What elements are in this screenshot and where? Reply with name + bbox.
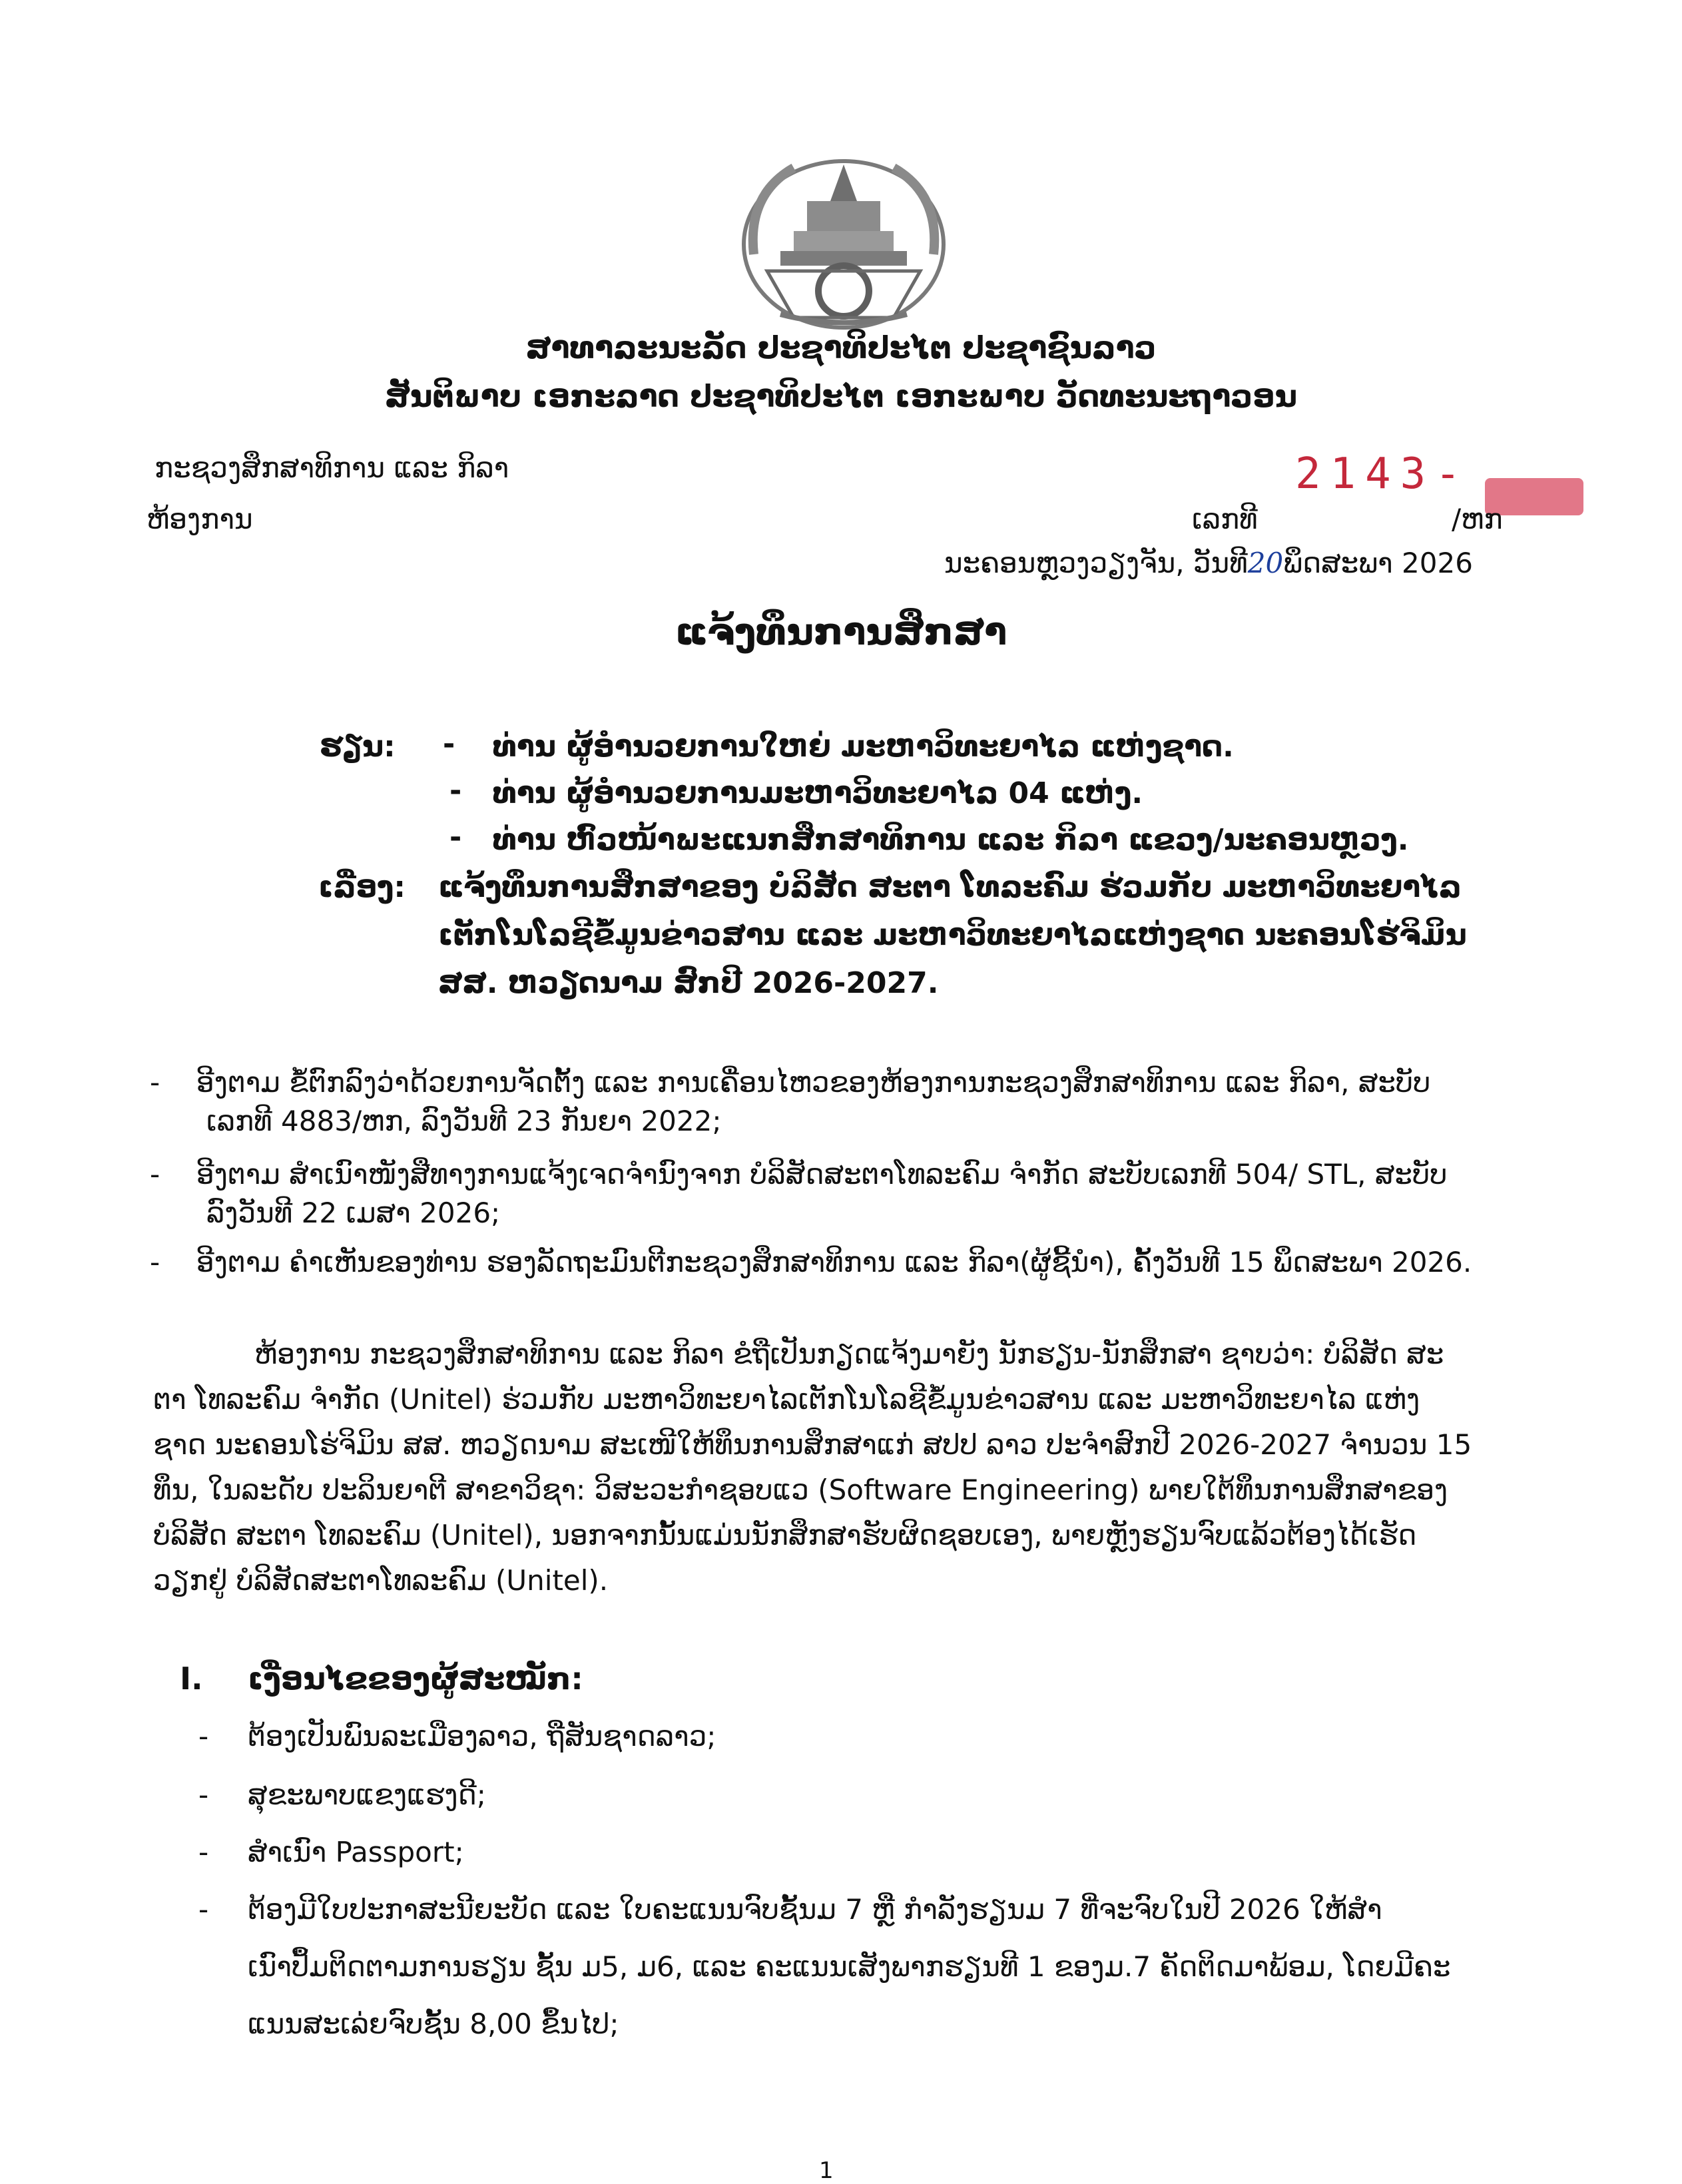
ministry-name: ກະຊວງສຶກສາທິການ ແລະ ກິລາ [154,451,509,484]
list-bullet: - [198,1778,209,1811]
list-bullet: - [150,1158,160,1191]
list-bullet: - [150,1246,160,1278]
condition-item-4-line-1: ຕ້ອງມີໃບປະກາສະນີຍະບັດ ແລະ ໃບຄະແນນຈົບຊັ້ນມ 7 ຫຼື ກຳລັງຮຽນມ 7 ທີ່ຈະຈົບໃນປີ 2026 ໃຫ້ສຳ [248,1893,1382,1926]
condition-item-2: ສຸຂະພາບແຂງແຮງດີ; [248,1778,486,1811]
list-bullet: - [198,1893,209,1926]
date-day-handwritten: 20 [1247,547,1284,579]
reference-2-line-1: ອີງຕາມ ສຳເນົາໜັງສືທາງການແຈ້ງເຈດຈຳນົງຈາກ ບໍລິສັດສະຕາໂທລະຄົມ ຈຳກັດ ສະບັບເລກທີ 504/ STL, ສະບັບ [196,1158,1448,1191]
paragraph-line: ຫ້ອງການ ກະຊວງສຶກສາທິການ ແລະ ກິລາ ຂໍຖືເປັນກຽດແຈ້ງມາຍັງ ນັກຮຽນ-ນັກສຶກສາ ຊາບວ່າ: ບໍລິສັດ ສະ [254,1338,1444,1370]
to-dash: - [449,774,462,808]
header-line-1: ສາທາລະນະລັດ ປະຊາທິປະໄຕ ປະຊາຊົນລາວ [525,330,1157,366]
reference-2-line-2: ລົງວັນທີ 22 ເມສາ 2026; [206,1197,501,1229]
condition-item-4-line-2: ເນົາປຶ້ມຕິດຕາມການຮຽນ ຊັ້ນ ມ5, ມ6, ແລະ ຄະແນນເສັງພາກຮຽນທີ 1 ຂອງມ.7 ຄັດຕິດມາພ້ອມ, ໂດຍມີຄະ [248,1950,1451,1983]
date-line [944,545,1473,582]
header-line-2: ສັນຕິພາບ ເອກະລາດ ປະຊາທິປະໄຕ ເອກະພາບ ວັດທະນະຖາວອນ [384,378,1298,414]
list-bullet: - [198,1836,209,1868]
subject-line-1: ແຈ້ງທຶນການສຶກສາຂອງ ບໍລິສັດ ສະຕາ ໂທລະຄົມ ຮ່ວມກັບ ມະຫາວິທະຍາໄລ [438,870,1462,904]
paragraph-line: ບໍລິສັດ ສະຕາ ໂທລະຄົມ (Unitel), ນອກຈາກນັ້ນແມ່ນນັກສຶກສາຮັບຜິດຊອບເອງ, ພາຍຫຼັງຮຽນຈົບແລ້ວຕ້ອງໄດ້ເຮັດ [153,1519,1417,1551]
section-number: I. [180,1661,203,1697]
reference-label: ເລກທີ [1192,503,1258,535]
reference-3-line-1: ອີງຕາມ ຄຳເຫັນຂອງທ່ານ ຮອງລັດຖະມົນຕີກະຊວງສຶກສາທິການ ແລະ ກິລາ(ຜູ້ຊີ້ນຳ), ຄັ້ງວັນທີ 15 ພຶດສະພາ 2026. [196,1246,1472,1278]
page-number: 1 [819,2157,834,2184]
subject-line-3: ສສ. ຫວຽດນາມ ສົກປີ 2026-2027. [438,966,939,1000]
to-item-2: ທ່ານ ຜູ້ອຳນວຍການມະຫາວິທະຍາໄລ 04 ແຫ່ງ. [493,776,1143,810]
subject-label: ເລື່ອງ: [318,870,406,904]
national-emblem [740,154,947,331]
list-bullet: - [150,1066,160,1099]
condition-item-4-line-3: ແນນສະເລ່ຍຈົບຊັ້ນ 8,00 ຂຶ້ນໄປ; [248,2008,619,2040]
paragraph-line: ຊາດ ນະຄອນໂຮ່ຈິມິນ ສສ. ຫວຽດນາມ ສະເໜີໃຫ້ທຶນການສຶກສາແກ່ ສປປ ລາວ ປະຈຳສົກປີ 2026-2027 ຈຳນວນ 15 [153,1428,1472,1461]
reference-suffix: /ຫກ [1452,503,1503,535]
list-bullet: - [198,1720,209,1753]
condition-item-3: ສຳເນົາ Passport; [248,1836,464,1868]
to-dash: - [443,727,455,761]
office-label: ຫ້ອງການ [146,503,253,535]
date-suffix: ພຶດສະພາ 2026 [1283,547,1473,579]
document-title: ແຈ້ງທຶນການສຶກສາ [675,611,1007,654]
reference-stamp-number: 2143- [1295,449,1470,499]
subject-line-2: ເຕັກໂນໂລຊີຂໍ້ມູນຂ່າວສານ ແລະ ມະຫາວິທະຍາໄລແຫ່ງຊາດ ນະຄອນໂຮ່ຈິມິນ [438,918,1467,952]
to-item-1: ທ່ານ ຜູ້ອຳນວຍການໃຫຍ່ ມະຫາວິທະຍາໄລ ແຫ່ງຊາດ. [493,730,1234,764]
to-item-3: ທ່ານ ຫົວໜ້າພະແນກສຶກສາທິການ ແລະ ກິລາ ແຂວງ/ນະຄອນຫຼວງ. [493,823,1409,857]
condition-item-1: ຕ້ອງເປັນພົນລະເມືອງລາວ, ຖືສັນຊາດລາວ; [248,1720,716,1753]
paragraph-line: ວຽກຢູ່ ບໍລິສັດສະຕາໂທລະຄົມ (Unitel). [153,1564,609,1597]
to-label: ຮຽນ: [320,730,396,764]
section-title: ເງື່ອນໄຂຂອງຜູ້ສະໝັກ: [248,1661,583,1697]
reference-1-line-2: ເລກທີ 4883/ຫກ, ລົງວັນທີ 23 ກັນຍາ 2022; [206,1105,722,1137]
to-dash: - [449,820,462,854]
date-prefix: ນະຄອນຫຼວງວຽງຈັນ, ວັນທີ [944,547,1248,579]
reference-1-line-1: ອີງຕາມ ຂໍ້ຕົກລົງວ່າດ້ວຍການຈັດຕັ້ງ ແລະ ການເຄື່ອນໄຫວຂອງຫ້ອງການກະຊວງສຶກສາທິການ ແລະ ກິລາ, ສະບັບ [196,1066,1431,1099]
paragraph-line: ຕາ ໂທລະຄົມ ຈຳກັດ (Unitel) ຮ່ວມກັບ ມະຫາວິທະຍາໄລເຕັກໂນໂລຊີຂໍ້ມູນຂ່າວສານ ແລະ ມະຫາວິທະຍາໄລ ແຫ່ງ [153,1383,1420,1416]
paragraph-line: ທຶນ, ໃນລະດັບ ປະລິນຍາຕີ ສາຂາວິຊາ: ວິສະວະກຳຊອບແວ (Software Engineering) ພາຍໃຕ້ທຶນການສຶກສາຂອງ [153,1474,1448,1506]
